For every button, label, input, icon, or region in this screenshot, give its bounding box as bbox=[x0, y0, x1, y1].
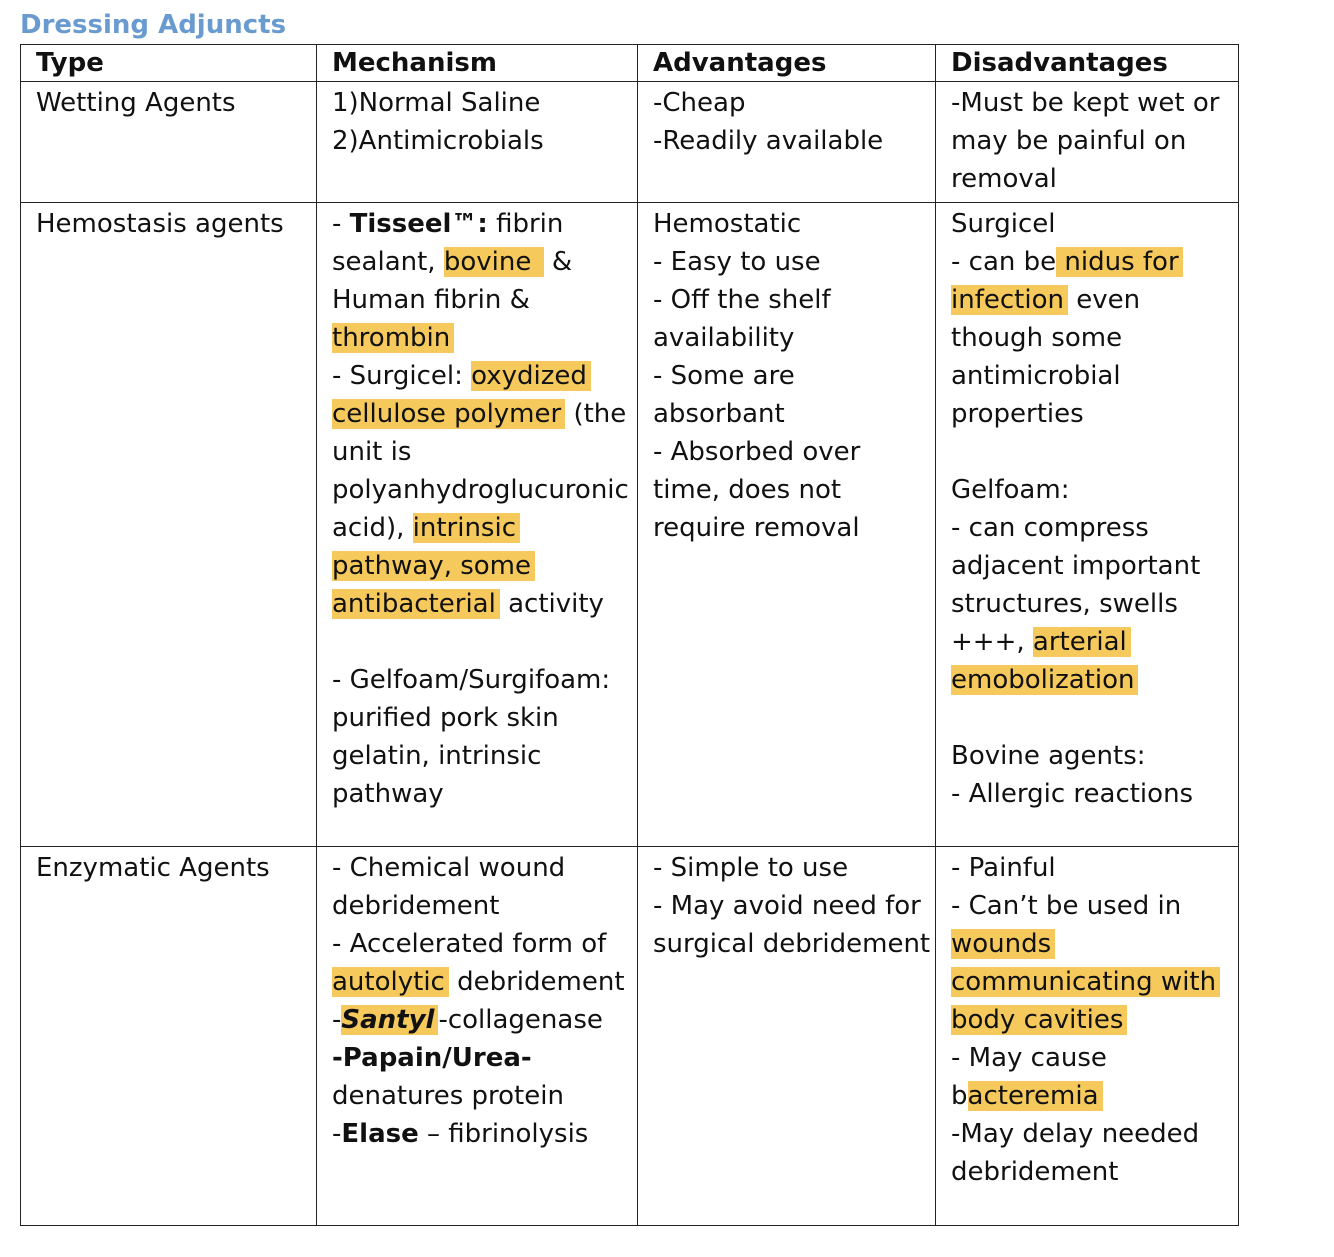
text-run: activity bbox=[499, 589, 604, 619]
text-line: - Chemical wound bbox=[332, 853, 566, 883]
highlight: cellulose polymer bbox=[332, 399, 565, 429]
text-line: Surgicel bbox=[951, 209, 1056, 239]
text-line bbox=[332, 357, 625, 395]
product-name-tisseel: Tisseel™: bbox=[349, 209, 488, 239]
highlight: emobolization bbox=[951, 665, 1138, 695]
text-line: -Cheap bbox=[653, 88, 746, 118]
text-line: Human fibrin & bbox=[332, 285, 530, 315]
table-row-enzymatic-agents bbox=[21, 847, 1239, 1226]
text-line: adjacent important bbox=[951, 551, 1201, 581]
header-advantages: Advantages bbox=[638, 45, 936, 82]
text-line bbox=[332, 547, 625, 585]
text-run: acid), bbox=[332, 513, 413, 543]
text-line: debridement bbox=[951, 1157, 1119, 1187]
text-line bbox=[332, 395, 625, 433]
table-row-wetting-agents bbox=[21, 82, 1239, 203]
cell-disadvantages bbox=[936, 82, 1239, 203]
cell-advantages bbox=[638, 82, 936, 203]
header-mechanism: Mechanism bbox=[317, 45, 638, 82]
highlight: intrinsic bbox=[413, 513, 520, 543]
cell-disadvantages bbox=[936, 203, 1239, 847]
type-label: Hemostasis agents bbox=[36, 209, 284, 239]
text-line bbox=[951, 243, 1226, 281]
text-line: gelatin, intrinsic bbox=[332, 741, 542, 771]
product-name-papain-urea: -Papain/Urea- bbox=[332, 1043, 532, 1073]
text-line: pathway bbox=[332, 779, 444, 809]
cell-type bbox=[21, 847, 317, 1226]
product-name-elase: Elase bbox=[341, 1119, 419, 1149]
text-run: & bbox=[543, 247, 573, 277]
text-line: surgical debridement bbox=[653, 929, 931, 959]
highlight: body cavities bbox=[951, 1005, 1127, 1035]
text-line bbox=[951, 1001, 1226, 1039]
text-line: absorbant bbox=[653, 399, 785, 429]
text-line: structures, swells bbox=[951, 589, 1178, 619]
text-line: - Gelfoam/Surgifoam: bbox=[332, 665, 611, 695]
text-line: may be painful on bbox=[951, 126, 1187, 156]
text-line: - Off the shelf bbox=[653, 285, 831, 315]
text-line: denatures protein bbox=[332, 1081, 564, 1111]
highlight: arterial bbox=[1033, 627, 1131, 657]
text-run: – fibrinolysis bbox=[418, 1119, 589, 1149]
cell-advantages bbox=[638, 203, 936, 847]
cell-mechanism bbox=[317, 203, 638, 847]
cell-mechanism bbox=[317, 847, 638, 1226]
text-run: fibrin bbox=[487, 209, 564, 239]
text-line: - Accelerated form of bbox=[332, 929, 607, 959]
text-line: - Absorbed over bbox=[653, 437, 861, 467]
text-line bbox=[332, 585, 625, 623]
text-line bbox=[951, 281, 1226, 319]
text-run: b bbox=[951, 1081, 968, 1111]
text-line bbox=[951, 925, 1226, 963]
text-run: even bbox=[1067, 285, 1141, 315]
spacer bbox=[951, 699, 1226, 737]
type-label: Enzymatic Agents bbox=[36, 853, 270, 883]
dressing-adjuncts-table bbox=[20, 44, 1239, 1226]
table-header-row bbox=[21, 45, 1239, 82]
text-line bbox=[332, 205, 625, 243]
text-line bbox=[332, 243, 625, 281]
header-type: Type bbox=[21, 45, 317, 82]
highlight: nidus for bbox=[1056, 247, 1183, 277]
text-line: purified pork skin bbox=[332, 703, 559, 733]
text-line: -May delay needed bbox=[951, 1119, 1200, 1149]
text-line: properties bbox=[951, 399, 1084, 429]
text-line bbox=[332, 1001, 625, 1039]
highlight: infection bbox=[951, 285, 1068, 315]
table-row-hemostasis-agents bbox=[21, 203, 1239, 847]
text-line bbox=[332, 1115, 625, 1153]
text-line: require removal bbox=[653, 513, 860, 543]
text-run: (the bbox=[565, 399, 627, 429]
highlight: thrombin bbox=[332, 323, 454, 353]
text-line: - Painful bbox=[951, 853, 1056, 883]
text-line: availability bbox=[653, 323, 795, 353]
text-line: removal bbox=[951, 164, 1057, 194]
text-line: polyanhydroglucuronic bbox=[332, 475, 629, 505]
cell-advantages bbox=[638, 847, 936, 1226]
text-line bbox=[332, 963, 625, 1001]
text-run: - bbox=[332, 1119, 342, 1149]
text-line bbox=[332, 1039, 625, 1077]
highlight: oxydized bbox=[471, 361, 591, 391]
text-run: - can be bbox=[951, 247, 1057, 277]
text-line bbox=[951, 661, 1226, 699]
text-line: 2)Antimicrobials bbox=[332, 126, 544, 156]
text-line: though some bbox=[951, 323, 1123, 353]
text-line: - can compress bbox=[951, 513, 1149, 543]
cell-mechanism bbox=[317, 82, 638, 203]
spacer bbox=[332, 623, 625, 661]
header-disadvantages: Disadvantages bbox=[936, 45, 1239, 82]
highlight: wounds bbox=[951, 929, 1055, 959]
text-line: 1)Normal Saline bbox=[332, 88, 541, 118]
highlight: antibacterial bbox=[332, 589, 500, 619]
text-line: -Readily available bbox=[653, 126, 884, 156]
text-line: unit is bbox=[332, 437, 412, 467]
text-line: - May avoid need for bbox=[653, 891, 921, 921]
text-run: - Surgicel: bbox=[332, 361, 472, 391]
text-run: -collagenase bbox=[438, 1005, 603, 1035]
text-run: +++, bbox=[951, 627, 1033, 657]
text-line: Bovine agents: bbox=[951, 741, 1146, 771]
type-label: Wetting Agents bbox=[36, 88, 236, 118]
text-line: - May cause bbox=[951, 1043, 1107, 1073]
text-run: debridement bbox=[448, 967, 625, 997]
text-line: - Simple to use bbox=[653, 853, 849, 883]
highlight: pathway, some bbox=[332, 551, 535, 581]
text-line: Hemostatic bbox=[653, 209, 802, 239]
text-line: antimicrobial bbox=[951, 361, 1121, 391]
highlight: acteremia bbox=[968, 1081, 1103, 1111]
text-line: time, does not bbox=[653, 475, 842, 505]
text-line: - Easy to use bbox=[653, 247, 821, 277]
text-line: - Can’t be used in bbox=[951, 891, 1182, 921]
text-line bbox=[951, 623, 1226, 661]
text-line bbox=[951, 1077, 1226, 1115]
highlight: bovine bbox=[444, 247, 544, 277]
cell-disadvantages bbox=[936, 847, 1239, 1226]
cell-type bbox=[21, 203, 317, 847]
text-run: sealant, bbox=[332, 247, 444, 277]
text-line: - Allergic reactions bbox=[951, 779, 1194, 809]
text-line bbox=[951, 963, 1226, 1001]
page-title: Dressing Adjuncts bbox=[20, 10, 287, 40]
text-line: - Some are bbox=[653, 361, 795, 391]
text-line: debridement bbox=[332, 891, 500, 921]
spacer bbox=[951, 433, 1226, 471]
text-line: -Must be kept wet or bbox=[951, 88, 1220, 118]
text-line bbox=[332, 319, 625, 357]
highlight: communicating with bbox=[951, 967, 1220, 997]
text-run: - bbox=[332, 1005, 342, 1035]
cell-type bbox=[21, 82, 317, 203]
highlight: autolytic bbox=[332, 967, 449, 997]
text-line bbox=[332, 509, 625, 547]
text-run: - bbox=[332, 209, 350, 239]
product-name-santyl: Santyl bbox=[341, 1005, 438, 1035]
text-line: Gelfoam: bbox=[951, 475, 1070, 505]
